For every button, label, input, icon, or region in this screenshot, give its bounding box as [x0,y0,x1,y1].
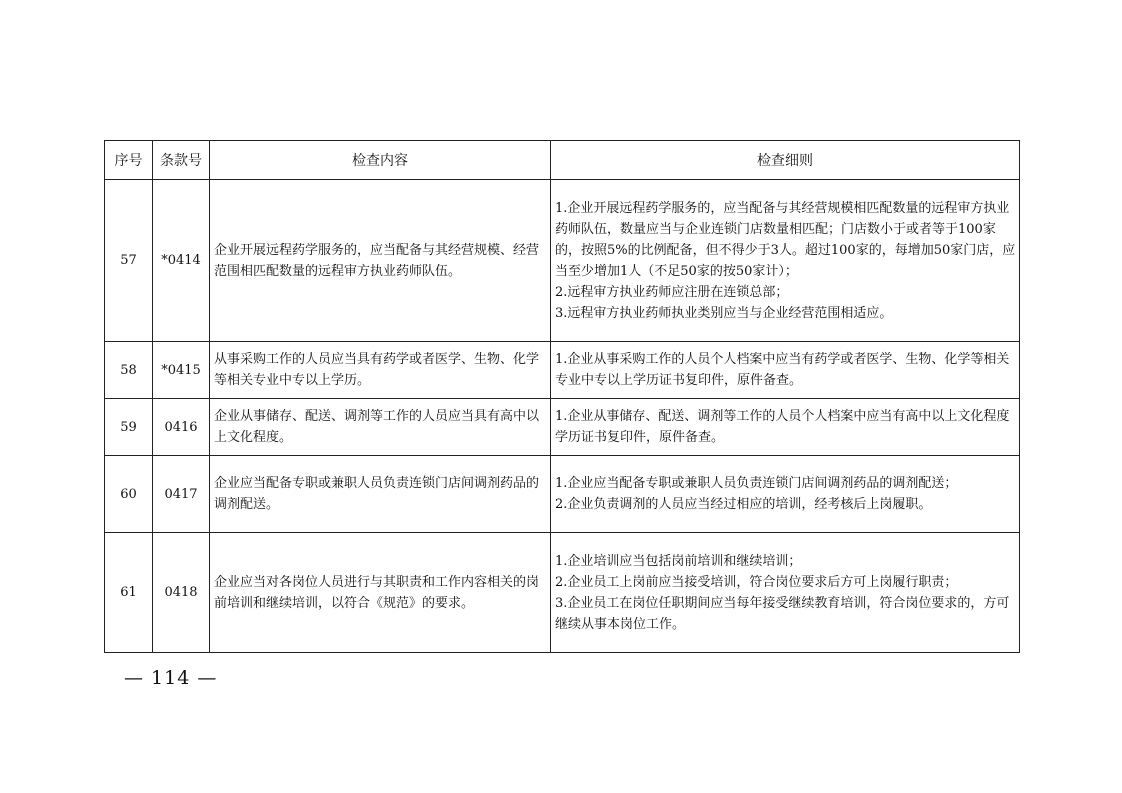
page-number: — 114 — [124,667,218,689]
row-seq: 57 [105,180,153,342]
row-content: 企业应当对各岗位人员进行与其职责和工作内容相关的岗前培训和继续培训，以符合《规范》的要求。 [210,533,551,653]
table-row [105,456,1020,533]
inspection-table [104,140,1020,653]
table-row [105,342,1020,399]
rule-line: 1.企业从事采购工作的人员个人档案中应当有药学或者医学、生物、化学等相关专业中专以上学历证书复印件，原件备查。 [555,352,1010,388]
row-article: *0415 [153,342,210,399]
row-content: 企业从事储存、配送、调剂等工作的人员应当具有高中以上文化程度。 [210,399,551,456]
row-seq: 58 [105,342,153,399]
row-article: 0416 [153,399,210,456]
rule-line: 3.企业员工在岗位任职期间应当每年接受继续教育培训，符合岗位要求的，方可继续从事本岗位工作。 [555,595,1010,632]
row-rules [551,533,1020,653]
row-rules [551,456,1020,533]
row-seq: 60 [105,456,153,533]
table-row [105,533,1020,653]
rule-line: 1.企业应当配备专职或兼职人员负责连锁门店间调剂药品的调剂配送； [555,476,958,491]
rule-line: 2.企业负责调剂的人员应当经过相应的培训，经考核后上岗履职。 [555,497,932,512]
header-seq: 序号 [105,141,153,180]
row-content: 从事采购工作的人员应当具有药学或者医学、生物、化学等相关专业中专以上学历。 [210,342,551,399]
table-row [105,180,1020,342]
row-article: *0414 [153,180,210,342]
row-rules [551,180,1020,342]
rule-line: 2.企业员工上岗前应当接受培训，符合岗位要求后方可上岗履行职责； [555,574,958,590]
row-article: 0417 [153,456,210,533]
rule-line: 1.企业开展远程药学服务的，应当配备与其经营规模相匹配数量的远程审方执业药师队伍，数量应当与企业连锁门店数量相匹配；门店数小于或者等于100家的，按照5%的比例配备，但不得少于3人。超过100家的，每增加50家门店，应当至少增加1人（不足50家的按50家计）； [555,200,1016,279]
rule-line: 1.企业从事储存、配送、调剂等工作的人员个人档案中应当有高中以上文化程度学历证书复印件，原件备查。 [555,409,1010,445]
table-header-row [105,141,1020,180]
row-seq: 61 [105,533,153,653]
row-content: 企业开展远程药学服务的，应当配备与其经营规模、经营范围相匹配数量的远程审方执业药师队伍。 [210,180,551,342]
row-seq: 59 [105,399,153,456]
rule-line: 1.企业培训应当包括岗前培训和继续培训； [555,553,802,569]
rule-line: 3.远程审方执业药师执业类别应当与企业经营范围相适应。 [555,305,893,321]
row-rules [551,399,1020,456]
header-article: 条款号 [153,141,210,180]
row-article: 0418 [153,533,210,653]
table-row [105,399,1020,456]
rule-line: 2.远程审方执业药师应注册在连锁总部； [555,284,789,300]
header-content: 检查内容 [210,141,551,180]
row-content: 企业应当配备专职或兼职人员负责连锁门店间调剂药品的调剂配送。 [210,456,551,533]
header-rules: 检查细则 [551,141,1020,180]
row-rules [551,342,1020,399]
